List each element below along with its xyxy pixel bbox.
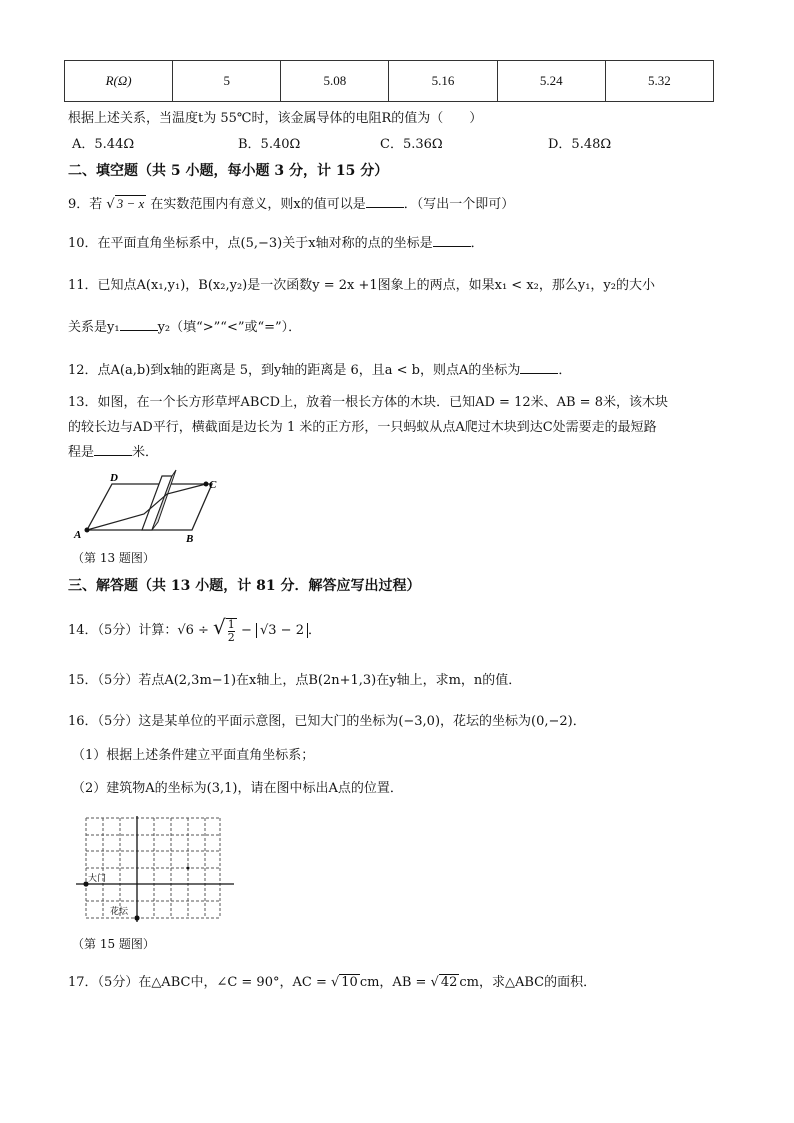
table-cell: 5.32	[605, 61, 713, 102]
q12-pre: 12．点A(a,b)到x轴的距离是 5，到y轴的距离是 6，且a < b，则点A的坐标为	[68, 363, 521, 378]
table-cell: 5.24	[497, 61, 605, 102]
q14-abs: √3 − 2	[256, 623, 308, 638]
label-c: C	[209, 479, 217, 491]
answer-blank	[520, 361, 558, 374]
q8-stem: 根据上述关系，当温度t为 55℃时，该金属导体的电阻R的值为（ ）	[68, 111, 483, 126]
question-13-line3	[68, 441, 158, 460]
answer-blank	[120, 318, 158, 331]
q10-pre: 10．在平面直角坐标系中，点(5,−3)关于x轴对称的点的坐标是	[68, 236, 433, 251]
question-14	[68, 615, 321, 644]
question-15: 15．（5分）若点A(2,3m−1)在x轴上，点B(2n+1,3)在y轴上，求m，n的值．	[68, 673, 522, 688]
table-cell: 5.16	[389, 61, 497, 102]
label-b: B	[186, 533, 194, 544]
q13-line2: 的较长边与AD平行，横截面是边长为 1 米的正方形，一只蚂蚁从点A爬过木块到达C处需要走的最短路	[68, 420, 657, 435]
q13-line1: 13．如图，在一个长方形草坪ABCD上，放着一根长方体的木块．已知AD = 12米、AB = 8米，该木块	[68, 395, 668, 410]
q9-post: 在实数范围内有意义，则x的值可以是	[150, 197, 366, 212]
q17-mid: cm，AB =	[359, 975, 427, 990]
sqrt-sign: √	[430, 975, 439, 990]
q14-tail: ．	[307, 623, 321, 638]
q16-caption: （第 15 题图）	[72, 937, 155, 951]
table-row	[65, 61, 714, 102]
table-cell: 5	[173, 61, 281, 102]
q17-tail: cm，求△ABC的面积．	[459, 975, 597, 990]
gate-label: 大门	[88, 874, 107, 884]
q8-option-c: C．5.36Ω	[380, 137, 443, 152]
q8-option-a: A．5.44Ω	[72, 137, 135, 152]
point-c-dot	[204, 482, 209, 487]
q16-sub2: （2）建筑物A的坐标为(3,1)，请在图中标出A点的位置．	[72, 781, 403, 796]
section-2-title: 二、填空题（共 5 小题，每小题 3 分，计 15 分）	[68, 163, 389, 179]
q11-line1: 11．已知点A(x₁,y₁)，B(x₂,y₂)是一次函数y = 2x +1图象上的两点，如果x₁ < x₂，那么y₁，y₂的大小	[68, 278, 655, 293]
question-11-line2	[68, 316, 301, 335]
table-row-label: R(Ω)	[65, 61, 173, 102]
q13-figure	[72, 464, 232, 544]
table-cell: 5.08	[281, 61, 389, 102]
q14-minus: −	[240, 623, 252, 638]
question-16: 16．（5分）这是某单位的平面示意图，已知大门的坐标为(−3,0)，花坛的坐标为(0,−2)．	[68, 714, 586, 729]
question-12	[68, 359, 571, 378]
q14-pre: 14．（5分）计算：√6 ÷	[68, 623, 209, 638]
q11-line2-mid: y₂（填“>”“<”或“=”）．	[157, 320, 302, 335]
sqrt-sign: √	[106, 197, 115, 212]
sqrt-sign: √	[213, 615, 226, 639]
question-10	[68, 232, 484, 251]
q11-line2-pre: 关系是y₁	[68, 320, 120, 335]
label-d: D	[110, 472, 118, 484]
q17-pre: 17．（5分）在△ABC中，∠C = 90°，AC =	[68, 975, 327, 990]
answer-blank	[94, 443, 132, 456]
q8-option-b: B．5.40Ω	[238, 137, 301, 152]
q9-tail: ．（写出一个即可）	[403, 197, 515, 212]
q13-line3-tail: 米．	[132, 445, 159, 460]
q9-radicand: 3 − x	[116, 196, 145, 211]
flower-bed-label: 花坛	[110, 907, 129, 917]
label-a: A	[74, 529, 82, 541]
resistance-table	[64, 60, 714, 102]
q14-fraction	[226, 618, 237, 644]
q12-tail: ．	[558, 363, 572, 378]
point-a-dot	[85, 528, 90, 533]
sqrt-sign: √	[330, 975, 340, 990]
section-3-title: 三、解答题（共 13 小题，计 81 分．解答应写出过程）	[68, 578, 421, 594]
flower-bed-dot	[134, 915, 139, 920]
q10-tail: ．	[470, 236, 484, 251]
question-9	[68, 193, 514, 212]
grid-point	[187, 867, 190, 870]
q8-option-d: D．5.48Ω	[548, 137, 612, 152]
q16-sub1: （1）根据上述条件建立平面直角坐标系；	[72, 748, 315, 763]
answer-blank	[366, 195, 404, 208]
answer-blank	[433, 234, 471, 247]
q9-pre: 9．若	[68, 197, 103, 212]
fraction-numerator: 1	[227, 617, 235, 631]
q16-grid-figure	[74, 814, 236, 924]
fraction-denominator: 2	[227, 630, 235, 644]
q17-radicand-1: 10	[341, 975, 358, 990]
q13-line3-pre: 程是	[68, 445, 95, 460]
q13-caption: （第 13 题图）	[72, 551, 155, 565]
question-17	[68, 971, 596, 990]
q17-radicand-2: 42	[440, 975, 458, 990]
